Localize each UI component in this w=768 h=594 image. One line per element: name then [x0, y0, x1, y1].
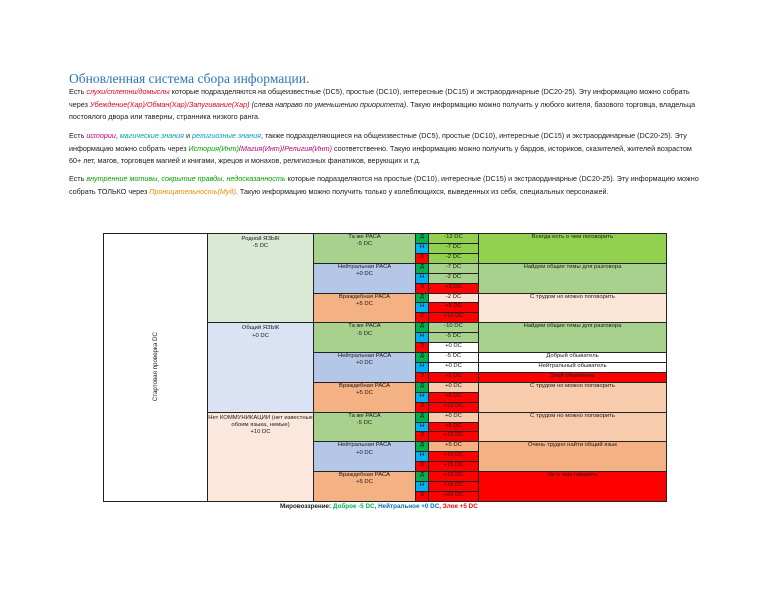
- language-name: Родной ЯЗЫК: [241, 236, 280, 242]
- alignment-letter: Н: [416, 303, 429, 313]
- race-cell: [314, 412, 416, 442]
- alignment-letter: З: [416, 462, 429, 472]
- result-text: С трудом но можно поговорить: [479, 382, 667, 412]
- result-text: Злой обыватель: [479, 372, 667, 382]
- p3-motives-term: внутренние мотивы, сокрытие правды, недосказанность: [86, 174, 286, 183]
- alignment-evil: Злое +5 DC: [442, 503, 478, 510]
- p1-skills: Убеждение(Хар)/Обман(Хар)/Запугивание(Хар): [89, 99, 250, 109]
- p1-text-c: которые подразделяются на общеизвестные (DC5), простые (DC10), интересные (DC15) и экстраординарные (DC20-25). Эту информацию можно собрать через: [69, 87, 690, 109]
- dc-value: -2 DC: [429, 253, 479, 263]
- p2-history-term: истории: [86, 131, 116, 140]
- alignment-letter: Н: [416, 333, 429, 343]
- result-text: Найдем общие темы для разговора: [479, 263, 667, 293]
- p2-history-skill: История(Инт): [188, 143, 239, 153]
- p2-sep-1: /: [238, 143, 241, 153]
- alignment-letter: З: [416, 313, 429, 323]
- language-name: Общий ЯЗЫК: [241, 325, 280, 332]
- result-text: Очень трудно найти общий язык: [479, 442, 667, 472]
- p1-text-f: . Такую информацию можно получить у любого жителя, базового торговца, владельца постоялого двора или таверны, странника низкого ранга.: [69, 99, 696, 122]
- p1-priority-note: (слева направо по уменьшению приоритета): [249, 99, 407, 109]
- result-text: Добрый обыватель: [479, 353, 667, 363]
- dc-value: +10 DC: [429, 472, 479, 482]
- dc-value: -7 DC: [429, 263, 479, 273]
- alignment-letter: З: [416, 432, 429, 442]
- side-label-cell: [104, 234, 208, 502]
- dc-value: +10 DC: [429, 313, 479, 323]
- p2-sep-2: /: [282, 143, 285, 153]
- dc-value: -7 DC: [429, 243, 479, 253]
- language-dc: +0 DC: [252, 332, 269, 339]
- alignment-sep-2: ,: [439, 503, 443, 510]
- dc-value: +20 DC: [429, 491, 479, 501]
- race-cell: [314, 263, 416, 293]
- race-dc: -5 DC: [356, 330, 373, 337]
- race-dc: +5 DC: [356, 479, 373, 486]
- dc-value: -5 DC: [429, 333, 479, 343]
- p1-rumors-term: слухи/сплетни/домыслы: [86, 87, 170, 96]
- dc-value: +0 DC: [429, 412, 479, 422]
- p3-text-c: которые подразделяются на простые (DC10), интересные (DC15) и экстраординарные (DC20-25). Эту информацию можно собрать ТОЛЬКО через: [69, 174, 699, 196]
- alignment-letter: Д: [416, 412, 429, 422]
- dc-value: +10 DC: [429, 402, 479, 412]
- alignment-letter: Д: [416, 323, 429, 333]
- alignment-good: Доброе -5 DC: [332, 503, 375, 510]
- dc-value: +5 DC: [429, 303, 479, 313]
- result-text: Нейтральный обыватель: [479, 362, 667, 372]
- result-text: Найдем общие темы для разговора: [479, 323, 667, 353]
- language-dc: +10 DC: [250, 429, 271, 436]
- dc-value: -5 DC: [429, 353, 479, 363]
- language-cell: [208, 323, 314, 412]
- dc-table: [103, 233, 667, 502]
- alignment-neutral: Нейтральное +0 DC: [378, 503, 440, 510]
- alignment-letter: З: [416, 253, 429, 263]
- language-name: Нет КОММУНИКАЦИИ (нет известных обоим языка, немые): [208, 414, 313, 428]
- p2-text-e: и: [184, 131, 193, 140]
- alignment-letter: Н: [416, 422, 429, 432]
- p1-text-a: Есть: [69, 87, 87, 96]
- dc-value: +10 DC: [429, 452, 479, 462]
- alignment-letter: Д: [416, 293, 429, 303]
- race-dc: +5 DC: [356, 390, 373, 397]
- p2-magic-term: магические знания: [119, 131, 185, 140]
- p2-text-g: , также подразделяющиеся на общеизвестные (DC5), простые (DC10), интересные (DC15) и экстраординарные (DC20-25). Эту информацию можно собрать через: [69, 131, 687, 153]
- paragraph-rumors: [69, 86, 701, 124]
- race-name: Та же РАСА: [348, 234, 381, 240]
- race-cell: [314, 353, 416, 383]
- race-name: Враждебная РАСА: [338, 472, 391, 479]
- race-name: Враждебная РАСА: [338, 382, 391, 389]
- race-dc: +0 DC: [356, 360, 373, 367]
- race-name: Нейтральная РАСА: [337, 442, 392, 449]
- race-cell: [314, 323, 416, 353]
- result-text: Всегда есть о чем поговорить: [479, 234, 667, 264]
- race-dc: +0 DC: [356, 449, 373, 456]
- page-title: Обновленная система сбора информации.: [69, 71, 310, 86]
- race-cell: [314, 293, 416, 323]
- dc-value: +15 DC: [429, 482, 479, 492]
- p2-religion-term: религиозные знания: [192, 131, 261, 140]
- p2-text-m: соответственно. Такую информацию можно получить у бардов, историков, сказителей, жителей возрастом 60+ лет, магов, торговцев магией и книгами, жрецов и монахов, религиозных фанатиков, верующих и т.д.: [69, 143, 692, 166]
- alignment-letter: Н: [416, 482, 429, 492]
- alignment-note: [280, 503, 478, 510]
- dc-value: +0 DC: [429, 343, 479, 353]
- result-text: Не о чем говорить: [479, 472, 667, 502]
- race-name: Нейтральная РАСА: [337, 263, 392, 270]
- p2-magic-skill: Магия(Инт): [240, 143, 283, 153]
- alignment-letter: З: [416, 283, 429, 293]
- race-cell: [314, 472, 416, 502]
- alignment-letter: Н: [416, 362, 429, 372]
- alignment-letter: З: [416, 402, 429, 412]
- race-dc: -5 DC: [356, 241, 373, 248]
- alignment-letter: Н: [416, 452, 429, 462]
- dc-value: +3 DC: [429, 283, 479, 293]
- table-row: [104, 234, 667, 244]
- alignment-letter: З: [416, 491, 429, 501]
- dc-value: -2 DC: [429, 293, 479, 303]
- alignment-label: Мировоззрение:: [280, 503, 333, 510]
- language-cell: [208, 412, 314, 501]
- alignment-letter: Н: [416, 273, 429, 283]
- dc-value: +15 DC: [429, 462, 479, 472]
- dc-value: -10 DC: [429, 323, 479, 333]
- race-name: Та же РАСА: [348, 412, 381, 419]
- alignment-letter: Н: [416, 392, 429, 402]
- paragraph-knowledge: [69, 130, 701, 168]
- p2-text-c: ,: [115, 131, 120, 140]
- result-text: С трудом но можно поговорить: [479, 293, 667, 323]
- alignment-letter: Н: [416, 243, 429, 253]
- race-dc: +0 DC: [356, 271, 373, 278]
- side-label: Стартовая проверка DC: [151, 332, 159, 402]
- alignment-letter: Д: [416, 234, 429, 244]
- alignment-letter: Д: [416, 353, 429, 363]
- p3-text-a: Есть: [69, 174, 87, 183]
- dc-value: +5 DC: [429, 422, 479, 432]
- dc-value: -2 DC: [429, 273, 479, 283]
- alignment-letter: Д: [416, 382, 429, 392]
- language-cell: [208, 234, 314, 323]
- alignment-letter: Д: [416, 472, 429, 482]
- language-dc: -5 DC: [252, 243, 269, 250]
- race-cell: [314, 382, 416, 412]
- dc-value: +0 DC: [429, 382, 479, 392]
- race-name: Нейтральная РАСА: [337, 353, 392, 360]
- p2-religion-skill: Религия(Инт): [284, 143, 332, 153]
- race-cell: [314, 442, 416, 472]
- dc-value: +0 DC: [429, 362, 479, 372]
- dc-value: +10 DC: [429, 432, 479, 442]
- dc-value: +5 DC: [429, 442, 479, 452]
- race-name: Та же РАСА: [348, 323, 381, 330]
- alignment-letter: З: [416, 372, 429, 382]
- dc-value: +5 DC: [429, 372, 479, 382]
- result-text: С трудом но можно поговорить: [479, 412, 667, 442]
- race-name: Враждебная РАСА: [338, 293, 391, 300]
- race-dc: -5 DC: [356, 419, 373, 426]
- alignment-letter: З: [416, 343, 429, 353]
- alignment-sep-1: ,: [374, 503, 379, 510]
- race-cell: [314, 234, 416, 264]
- race-dc: +5 DC: [356, 300, 373, 307]
- p2-text-a: Есть: [69, 131, 87, 140]
- dc-value: +5 DC: [429, 392, 479, 402]
- alignment-letter: Д: [416, 263, 429, 273]
- alignment-letter: Д: [416, 442, 429, 452]
- dc-value: -12 DC: [429, 234, 479, 244]
- paragraph-insight: [69, 173, 701, 198]
- p3-text-e: . Такую информацию можно получить только у колеблющихся, выведенных из себя, специальных персонажей.: [235, 186, 609, 196]
- p3-insight-skill: Проницательность(Муд): [149, 186, 236, 196]
